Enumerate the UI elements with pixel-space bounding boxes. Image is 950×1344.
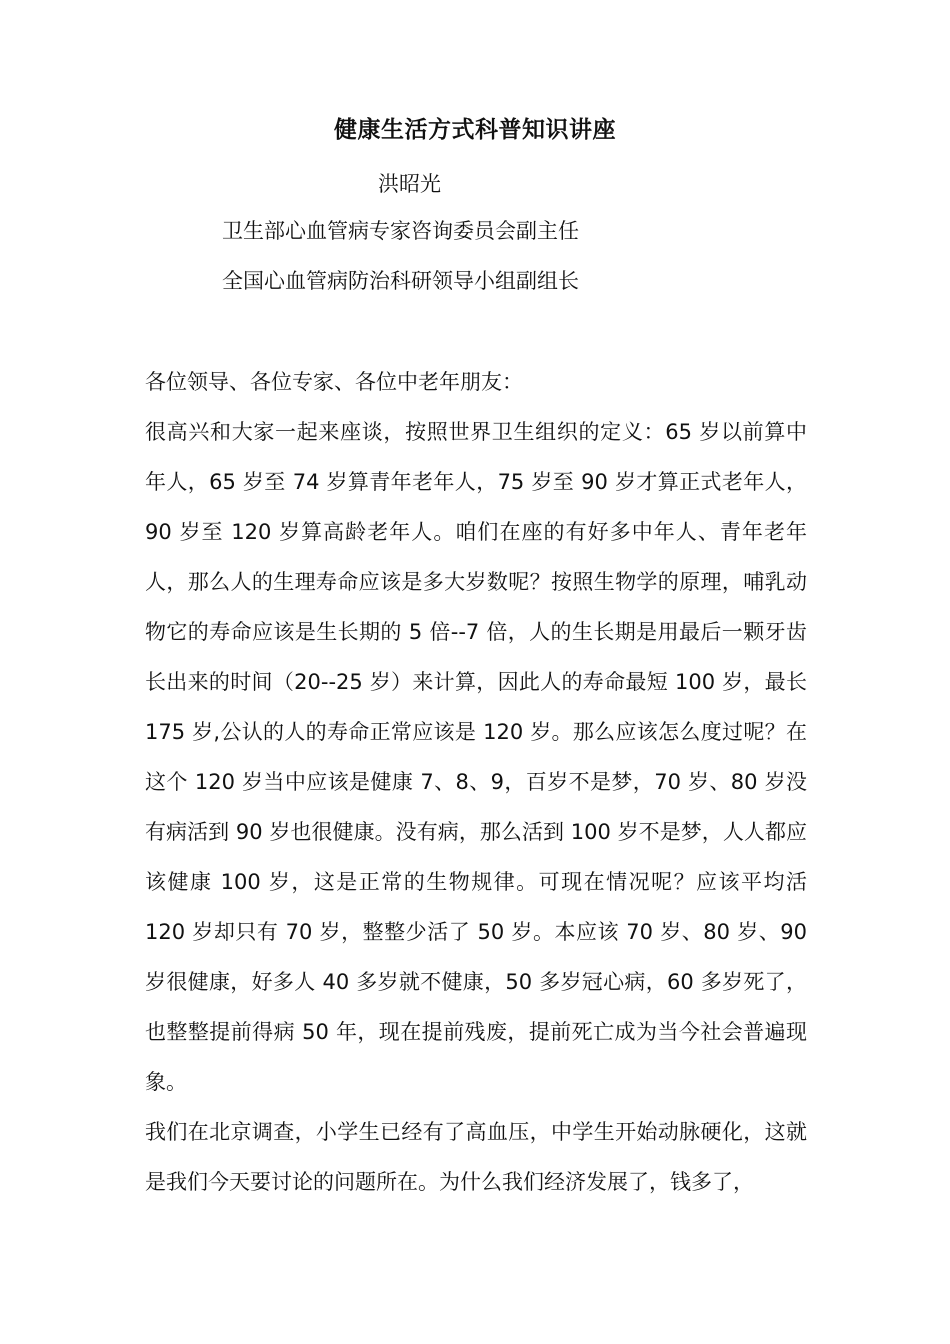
document-title: 健康生活方式科普知识讲座 (334, 117, 616, 143)
body-paragraph-1: 很高兴和大家一起来座谈，按照世界卫生组织的定义：65 岁以前算中年人，65 岁至 74 岁算青年老年人，75 岁至 90 岁才算正式老年人，90 岁至 120 岁算高龄老年人。咱们在座的有好多中年人、青年老年人，那么人的生理寿命应该是多大岁数呢？按照生物学的原理，哺乳动物它的寿命应该是生长期的 5 倍--7 倍，人的生长期是用最后一颗牙齿长出来的时间（20--25 岁）来计算，因此人的寿命最短 100 岁，最长 175 岁,公认的人的寿命正常应该是 120 岁。那么应该怎么度过呢？在这个 120 岁当中应该是健康 7、8、9，百岁不是梦，70 岁、80 岁没有病活到 90 岁也很健康。没有病，那么活到 100 岁不是梦，人人都应该健康 100 岁，这是正常的生物规律。可现在情况呢？应该平均活 120 岁却只有 70 岁，整整少活了 50 岁。本应该 70 岁、80 岁、90 岁很健康，好多人 40 多岁就不健康，50 多岁冠心病，60 多岁死了，也整整提前得病 50 年，现在提前残废，提前死亡成为当今社会普遍现象。 (145, 420, 807, 1094)
document-body (145, 357, 807, 1207)
body-paragraph-2: 我们在北京调查，小学生已经有了高血压，中学生开始动脉硬化，这就是我们今天要讨论的问题所在。为什么我们经济发展了，钱多了， (145, 1120, 807, 1194)
author-name: 洪昭光 (378, 172, 441, 196)
author-affiliation-2: 全国心血管病防治科研领导小组副组长 (222, 269, 579, 293)
greeting: 各位领导、各位专家、各位中老年朋友： (145, 370, 523, 394)
author-affiliation-1: 卫生部心血管病专家咨询委员会副主任 (222, 219, 579, 243)
